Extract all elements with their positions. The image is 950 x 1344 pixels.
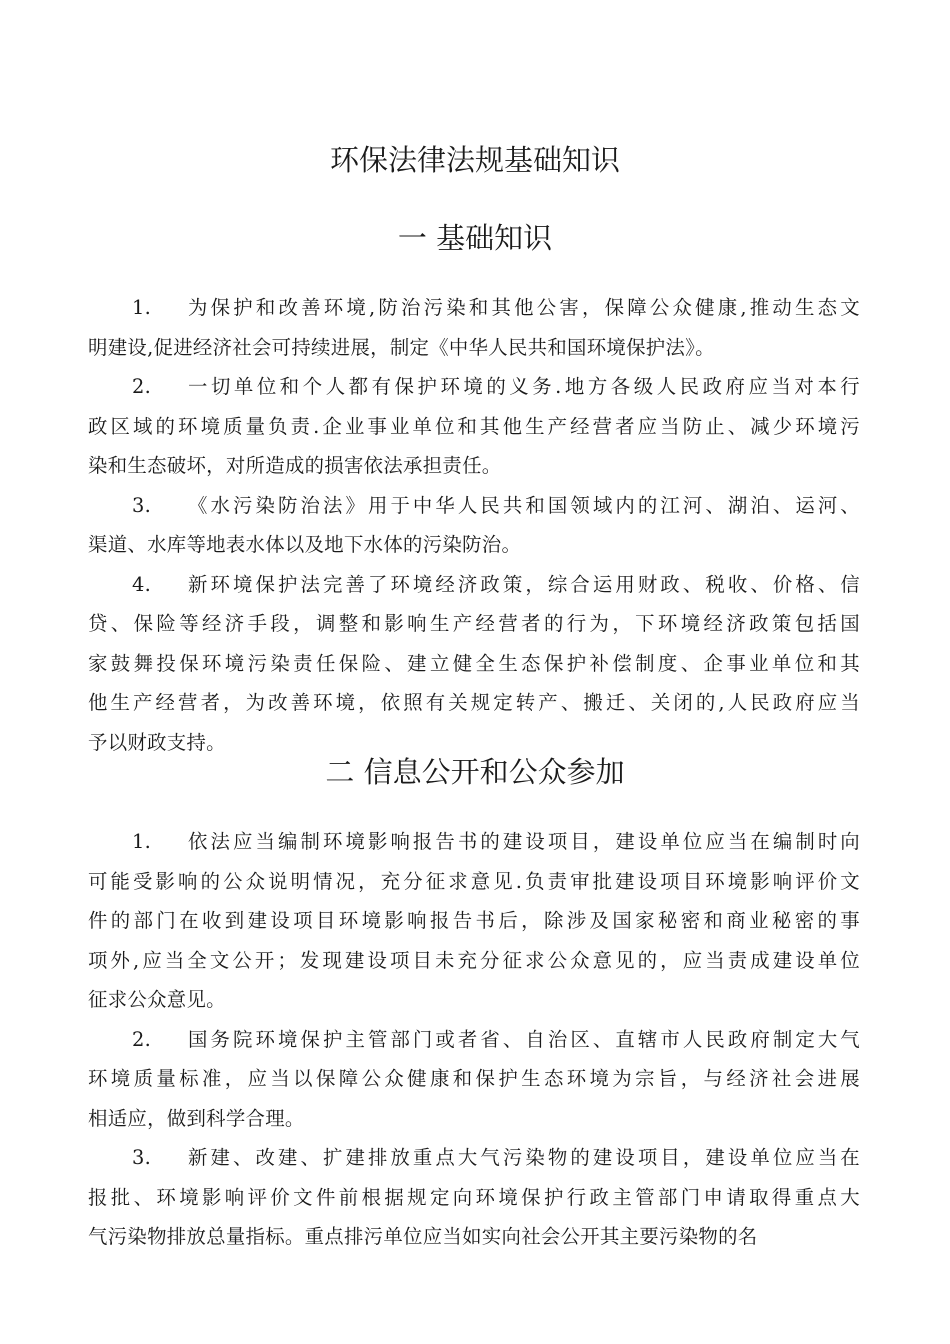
- list-item-line: 予以财政支持。: [88, 730, 226, 754]
- list-item-line: 家鼓舞投保环境污染责任保险、建立健全生态保护补偿制度、企事业单位和其: [88, 651, 860, 675]
- list-item-first-line: [132, 829, 860, 855]
- list-item-number: 3.: [132, 493, 152, 517]
- list-item-text: 新建、改建、扩建排放重点大气污染物的建设项目，建设单位应当在: [188, 1146, 860, 1169]
- list-item-first-line: [132, 1027, 860, 1053]
- list-item-line: 可能受影响的公众说明情况，充分征求意见.负责审批建设项目环境影响评价文: [88, 869, 860, 893]
- document-title: 环保法律法规基础知识: [329, 143, 620, 177]
- list-item-line: 渠道、水库等地表水体以及地下水体的污染防治。: [88, 533, 522, 556]
- list-item-line: 相适应，做到科学合理。: [88, 1106, 305, 1130]
- list-item-number: 4.: [132, 572, 152, 596]
- list-item-first-line: [132, 374, 860, 400]
- list-item-text: 为保护和改善环境,防治污染和其他公害，保障公众健康,推动生态文: [188, 296, 860, 319]
- list-item-number: 2.: [132, 1027, 152, 1051]
- list-item-number: 2.: [132, 375, 152, 398]
- list-item-first-line: [132, 493, 860, 519]
- list-item-line: 政区域的环境质量负责.企业事业单位和其他生产经营者应当防止、减少环境污: [88, 414, 860, 438]
- list-item-line: 他生产经营者，为改善环境，依照有关规定转产、搬迁、关闭的,人民政府应当: [88, 691, 860, 714]
- list-item-first-line: [132, 295, 860, 321]
- list-item-text: 《水污染防治法》用于中华人民共和国领域内的江河、湖泊、运河、: [188, 493, 860, 517]
- list-item-line: 染和生态破坏，对所造成的损害依法承担责任。: [88, 454, 502, 477]
- list-item-text: 一切单位和个人都有保护环境的义务.地方各级人民政府应当对本行: [188, 375, 860, 398]
- list-item-first-line: [132, 572, 860, 598]
- list-item-line: 件的部门在收到建设项目环境影响报告书后，除涉及国家秘密和商业秘密的事: [88, 909, 860, 932]
- list-item-line: 明建设,促进经济社会可持续进展，制定《中华人民共和国环境保护法》。: [88, 335, 715, 359]
- list-item-line: 贷、保险等经济手段，调整和影响生产经营者的行为，下环境经济政策包括国: [88, 612, 860, 635]
- list-item-line: 征求公众意见。: [88, 988, 226, 1011]
- list-item-first-line: [132, 1145, 860, 1171]
- list-item-line: 气污染物排放总量指标。重点排污单位应当如实向社会公开其主要污染物的名: [88, 1225, 758, 1248]
- section-heading-information-disclosure: 二 信息公开和公众参加: [325, 755, 625, 789]
- list-item-line: 环境质量标准，应当以保障公众健康和保护生态环境为宗旨，与经济社会进展: [88, 1067, 860, 1090]
- list-item-text: 依法应当编制环境影响报告书的建设项目，建设单位应当在编制时向: [188, 830, 860, 853]
- section-heading-basic-knowledge: 一 基础知识: [397, 221, 553, 255]
- list-item-line: 项外,应当全文公开；发现建设项目未充分征求公众意见的，应当责成建设单位: [88, 948, 860, 972]
- list-item-text: 新环境保护法完善了环境经济政策，综合运用财政、税收、价格、信: [188, 572, 860, 596]
- list-item-text: 国务院环境保护主管部门或者省、自治区、直辖市人民政府制定大气: [188, 1027, 860, 1051]
- list-item-number: 3.: [132, 1146, 152, 1169]
- list-item-number: 1.: [132, 830, 152, 853]
- list-item-line: 报批、环境影响评价文件前根据规定向环境保护行政主管部门申请取得重点大: [88, 1185, 860, 1209]
- list-item-number: 1.: [132, 296, 152, 319]
